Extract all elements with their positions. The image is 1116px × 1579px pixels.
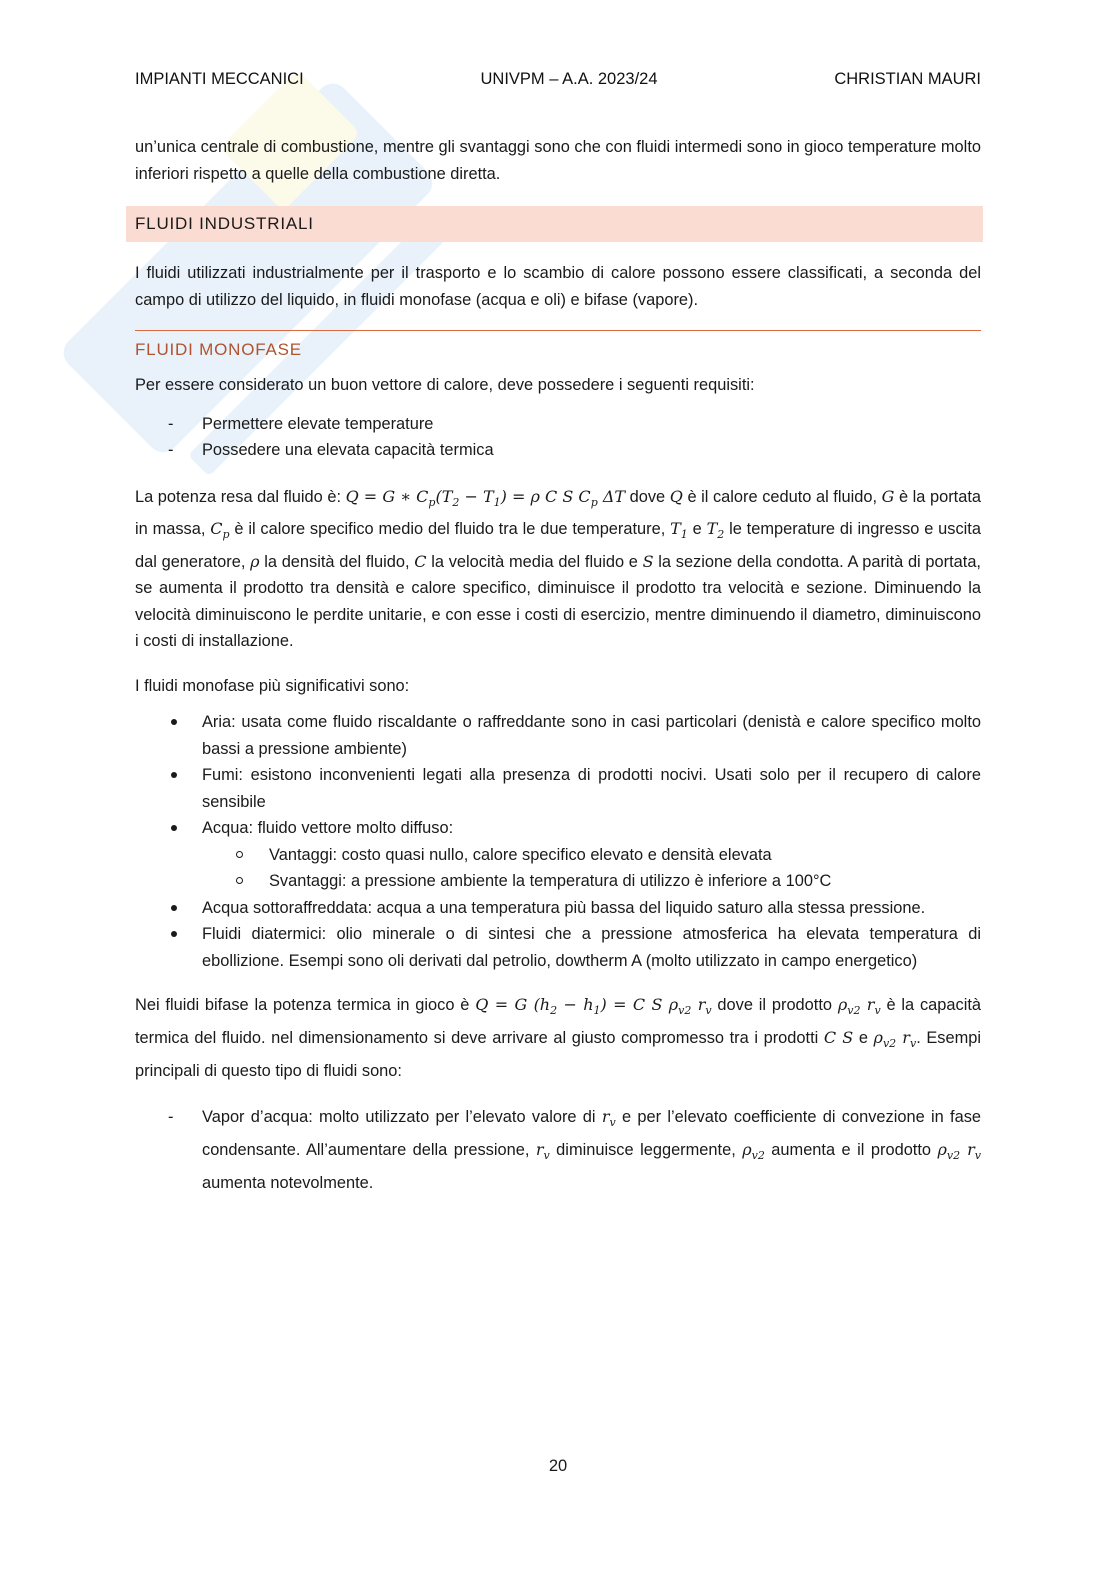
section-paragraph: I fluidi utilizzati industrialmente per il trasporto e lo scambio di calore possono essere classificati, a seconda del campo di utilizzo del liquido, in fluidi monofase (acqua e oli) e bifase (vapore). bbox=[135, 264, 981, 309]
intro-paragraph: un’unica centrale di combustione, mentre gli svantaggi sono che con fluidi intermedi sono in gioco temperature molto inferiori rispetto a quelle della combustione diretta. bbox=[135, 138, 981, 183]
list-item: - Possedere una elevata capacità termica bbox=[135, 437, 981, 464]
list-item-label: Acqua: fluido vettore molto diffuso: bbox=[202, 819, 454, 838]
sublist-item: Svantaggi: a pressione ambiente la temperatura di utilizzo è inferiore a 100°C bbox=[202, 868, 981, 895]
requirements-list bbox=[135, 411, 981, 464]
list-item: - Permettere elevate temperature bbox=[135, 411, 981, 438]
list-item: Fluidi diatermici: olio minerale o di sintesi che a pressione atmosferica ha elevata temperatura di ebollizione. Esempi sono oli derivati dal petrolio, dowtherm A (molto utilizzato in campo energetico) bbox=[135, 921, 981, 974]
list-item: Acqua sottoraffreddata: acqua a una temperatura più bassa del liquido saturo alla stessa pressione. bbox=[135, 895, 981, 922]
page-header bbox=[135, 70, 981, 89]
power-paragraph: La potenza resa dal fluido è: Q = G ∗ $C_p(T_2 - T_1) = \rho$ C S $C_p$ ΔT dove Q è il calore ceduto al fluido, G è la portata in massa, $C_p$ è il calore specifico medio del fluido tra le due temperature, $T_1$ e $T_2$ le temperature di ingresso e uscita dal generatore, ρ la densità del fluido, C la velocità media del fluido e S la sezione della condotta. A parità di portata, se aumenta il prodotto tra densità e calore specifico, diminuisce il prodotto tra velocità e sezione. Diminuendo la velocità diminuiscono le perdite unitarie, e con esse i costi di esercizio, mentre diminuendo il diametro, diminuiscono i costi di installazione. bbox=[135, 486, 981, 651]
biphase-formula: Q = G $(h_2 - h_1) = C$ S $\rho_{v2}$ $r_v$ bbox=[475, 995, 712, 1018]
list-item: Fumi: esistono inconvenienti legati alla presenza di prodotti nocivi. Usati solo per il recupero di calore sensibile bbox=[135, 762, 981, 815]
header-university: UNIVPM – A.A. 2023/24 bbox=[480, 70, 658, 88]
biphase-paragraph: Nei fluidi bifase la potenza termica in gioco è Q = G $(h_2 - h_1) = C$ S $\rho_{v2}$ $r_v$ dove il prodotto $\rho_{v2}$ $r_v$ è la capacità termica del fluido. nel dimensionamento si deve arrivare al giusto compromesso tra i prodotti C S e $\rho_{v2}$ $r_v$. Esempi principali di questo tipo di fluidi sono: bbox=[135, 995, 982, 1080]
header-course: IMPIANTI MECCANICI bbox=[135, 70, 304, 88]
power-formula: Q = G ∗ $C_p(T_2 - T_1) = \rho$ C S $C_p$ ΔT bbox=[345, 486, 626, 509]
page-content bbox=[135, 134, 981, 1196]
list-item: - Vapor d’acqua: molto utilizzato per l’elevato valore di $r_v$ e per l’elevato coefficiente di convezione in fase condensante. All’aumentare della pressione, $r_v$ diminuisce leggermente, $\rho_{v2}$ aumenta e il prodotto $\rho_{v2}$ $r_v$ aumenta notevolmente. bbox=[135, 1104, 981, 1196]
section-title: FLUIDI INDUSTRIALI bbox=[135, 214, 314, 233]
subsection-title: FLUIDI MONOFASE bbox=[135, 340, 302, 359]
fluids-lead: I fluidi monofase più significativi sono: bbox=[135, 676, 410, 695]
biphase-list bbox=[135, 1104, 981, 1196]
list-item bbox=[135, 815, 981, 895]
page-number: 20 bbox=[548, 1457, 568, 1475]
fluids-list bbox=[135, 709, 981, 974]
water-sublist bbox=[202, 842, 981, 895]
section-divider bbox=[135, 330, 981, 331]
requirements-lead: Per essere considerato un buon vettore di calore, deve possedere i seguenti requisiti: bbox=[135, 376, 755, 394]
list-item: Aria: usata come fluido riscaldante o raffreddante sono in casi particolari (denistà e calore specifico molto bassi a pressione ambiente) bbox=[135, 709, 981, 762]
sublist-item: Vantaggi: costo quasi nullo, calore specifico elevato e densità elevata bbox=[202, 842, 981, 869]
header-author: CHRISTIAN MAURI bbox=[834, 70, 981, 88]
section-heading bbox=[126, 206, 983, 242]
